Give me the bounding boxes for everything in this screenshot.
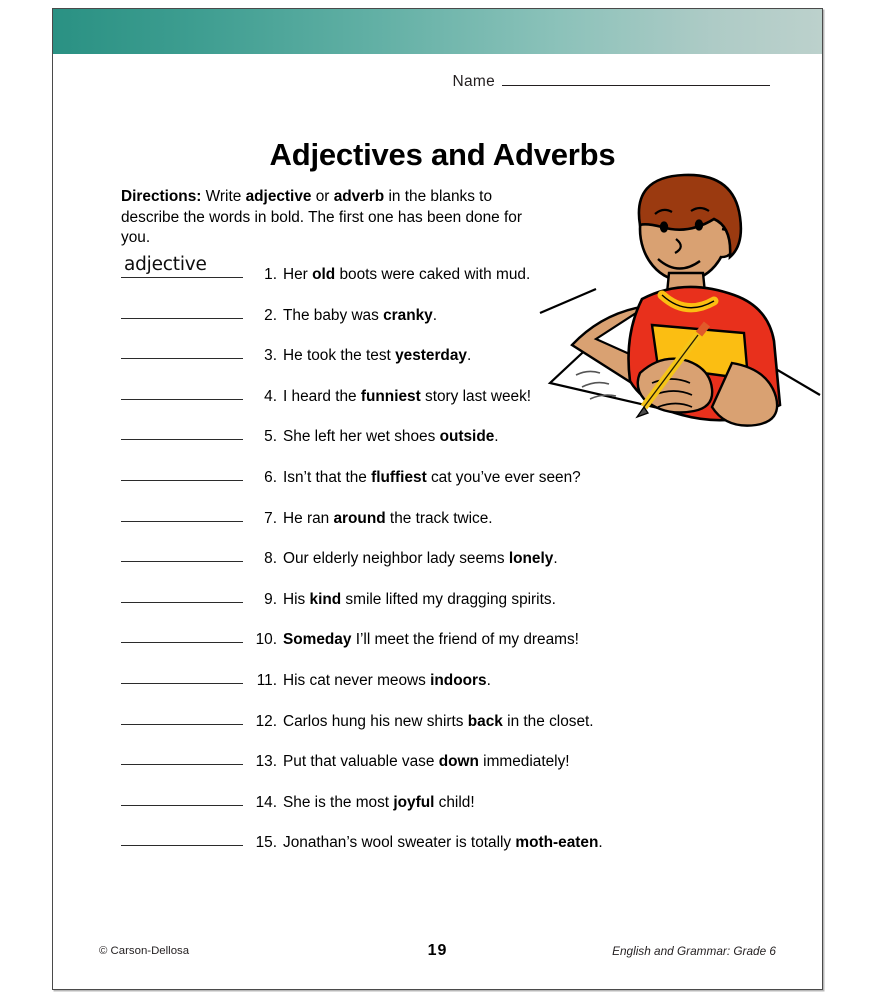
sentence-bold-word: moth-eaten (515, 834, 599, 852)
eye-right (695, 219, 703, 230)
exercise-row (113, 825, 813, 866)
exercise-number: 13. (255, 753, 277, 771)
exercise-row (113, 785, 813, 826)
exercise-row (113, 501, 813, 542)
exercise-number: 6. (264, 468, 277, 486)
sentence-text: He ran (283, 509, 334, 527)
sentence-bold-word: Someday (283, 631, 352, 649)
answer-blank-rule (121, 642, 243, 643)
sentence-bold-word: around (333, 509, 386, 527)
answer-blank[interactable] (113, 825, 243, 847)
worksheet-page (52, 8, 823, 990)
sentence-text: . (494, 428, 499, 446)
sentence-text: The baby was (283, 306, 384, 324)
exercise-number: 2. (264, 306, 277, 324)
answer-blank-rule (121, 480, 243, 481)
answer-blank[interactable] (113, 785, 243, 807)
sentence-bold-word: lonely (508, 550, 554, 568)
exercise-row (113, 379, 813, 420)
answer-blank[interactable] (113, 582, 243, 604)
exercise-number: 5. (264, 428, 277, 446)
sentence-bold-word: fluffiest (371, 468, 427, 486)
sentence-bold-word: outside (439, 428, 495, 446)
sentence-bold-word: yesterday (395, 347, 467, 365)
sentence-bold-word: cranky (383, 306, 433, 324)
footer-page-number: 19 (427, 942, 448, 959)
exercise-row (113, 622, 813, 663)
exercise-row (113, 663, 813, 704)
page-title: Adjectives and Adverbs (269, 137, 616, 172)
answer-blank-rule (121, 277, 243, 278)
sentence-text: She left her wet shoes (283, 428, 440, 446)
sentence-text: . (553, 550, 558, 568)
exercise-number: 10. (255, 631, 277, 649)
answer-blank[interactable] (113, 338, 243, 360)
exercise-number: 9. (264, 590, 277, 608)
sentence-text: Her (283, 266, 313, 283)
answer-blank[interactable] (113, 254, 243, 279)
sentence-text: . (598, 834, 603, 852)
answer-blank[interactable] (113, 460, 243, 482)
answer-blank[interactable] (113, 744, 243, 766)
answer-blank-rule (121, 399, 243, 400)
footer-series-title: English and Grammar: Grade 6 (612, 944, 776, 958)
exercise-number: 3. (264, 347, 277, 365)
answer-blank[interactable] (113, 704, 243, 726)
answer-blank[interactable] (113, 541, 243, 563)
sentence-text: cat you’ve ever seen? (426, 468, 581, 486)
answer-blank[interactable] (113, 419, 243, 441)
answer-blank-rule (121, 683, 243, 684)
exercise-number: 1. (264, 266, 277, 283)
sentence-text: child! (434, 793, 475, 811)
exercise-number: 12. (255, 712, 277, 730)
exercise-sentence (283, 307, 813, 325)
exercise-number: 8. (264, 550, 277, 568)
sentence-text: Put that valuable vase (283, 753, 439, 771)
sentence-text: smile lifted my dragging spirits. (341, 590, 556, 608)
exercise-sentence (283, 713, 813, 731)
exercise-row (113, 704, 813, 745)
answer-blank-rule (121, 724, 243, 725)
sentence-bold-word: indoors (430, 671, 487, 689)
exercise-sentence (283, 347, 813, 365)
answer-written-text: adjective (124, 254, 207, 275)
exercise-sentence (283, 266, 813, 284)
exercise-sentence (283, 550, 813, 568)
sentence-text: . (466, 347, 472, 365)
answer-blank-rule (121, 318, 243, 319)
sentence-text: Carlos hung his new shirts (283, 712, 468, 730)
exercise-sentence (283, 469, 813, 487)
answer-blank-rule (121, 805, 243, 806)
name-field-row (53, 71, 822, 97)
sentence-text: . (486, 671, 491, 689)
exercise-row (113, 460, 813, 501)
sentence-bold-word: funniest (360, 387, 421, 405)
answer-blank-rule (121, 521, 243, 522)
sentence-text: His cat never meows (283, 671, 431, 689)
directions-bold-adjective: adjective (245, 188, 312, 205)
sentence-text: Isn’t that the (283, 468, 372, 486)
answer-blank-rule (121, 358, 243, 359)
answer-blank-rule (121, 561, 243, 562)
sentence-text: She is the most (283, 793, 394, 811)
sentence-text: His (283, 590, 310, 608)
exercise-sentence (283, 794, 813, 812)
exercise-sentence (283, 672, 813, 690)
exercise-number: 15. (255, 834, 277, 852)
sentence-bold-word: old (312, 266, 336, 283)
exercise-number: 4. (264, 387, 277, 405)
name-input[interactable] (502, 71, 770, 86)
answer-blank-rule (121, 845, 243, 846)
exercise-row (113, 298, 813, 339)
exercise-sentence (283, 834, 813, 852)
directions-text-2: or (311, 188, 334, 205)
directions-lead: Directions: (121, 188, 202, 205)
sentence-text: Our elderly neighbor lady seems (283, 550, 509, 568)
header-color-band (53, 9, 822, 54)
exercise-number: 11. (256, 671, 277, 689)
eye-left (660, 221, 668, 232)
sentence-bold-word: back (467, 712, 503, 730)
sentence-bold-word: down (438, 753, 479, 771)
sentence-text: in the closet. (502, 712, 594, 730)
exercise-sentence (283, 388, 813, 406)
directions-text-3: in the blanks to describe the words in bold. The first one has been done for you. (121, 188, 522, 246)
exercise-sentence (283, 631, 813, 649)
exercise-sentence (283, 591, 813, 609)
directions-bold-adverb: adverb (333, 188, 385, 205)
exercise-row (113, 254, 813, 298)
answer-blank[interactable] (113, 663, 243, 685)
answer-blank-rule (121, 439, 243, 440)
sentence-text: the track twice. (385, 509, 493, 527)
sentence-bold-word: joyful (393, 793, 435, 811)
directions-text-1: Write (201, 188, 246, 205)
sentence-text: story last week! (420, 387, 532, 405)
sentence-text: He took the test (283, 347, 396, 365)
exercise-row (113, 744, 813, 785)
sentence-text: I heard the (283, 387, 361, 405)
exercise-sentence (283, 510, 813, 528)
footer-copyright: © Carson-Dellosa (99, 945, 190, 957)
answer-blank[interactable] (113, 298, 243, 320)
sentence-text: . (432, 306, 438, 324)
name-label: Name (452, 73, 495, 90)
answer-blank[interactable] (113, 622, 243, 644)
exercise-row (113, 582, 813, 623)
exercise-row (113, 541, 813, 582)
sentence-text: I’ll meet the friend of my dreams! (351, 631, 579, 649)
sentence-text: Jonathan’s wool sweater is totally (283, 834, 516, 852)
exercise-number: 7. (264, 509, 277, 527)
page-footer (53, 941, 822, 961)
exercise-sentence (283, 428, 813, 446)
exercise-list (113, 254, 813, 866)
exercise-row (113, 419, 813, 460)
exercise-sentence (283, 753, 813, 771)
answer-blank[interactable] (113, 379, 243, 401)
sentence-bold-word: kind (309, 590, 342, 608)
answer-blank-rule (121, 602, 243, 603)
answer-blank-rule (121, 764, 243, 765)
exercise-row (113, 338, 813, 379)
directions-text (121, 187, 541, 249)
sentence-text: immediately! (478, 753, 570, 771)
sentence-text: boots were caked with mud. (335, 266, 531, 283)
answer-blank[interactable] (113, 501, 243, 523)
exercise-number: 14. (255, 793, 277, 811)
